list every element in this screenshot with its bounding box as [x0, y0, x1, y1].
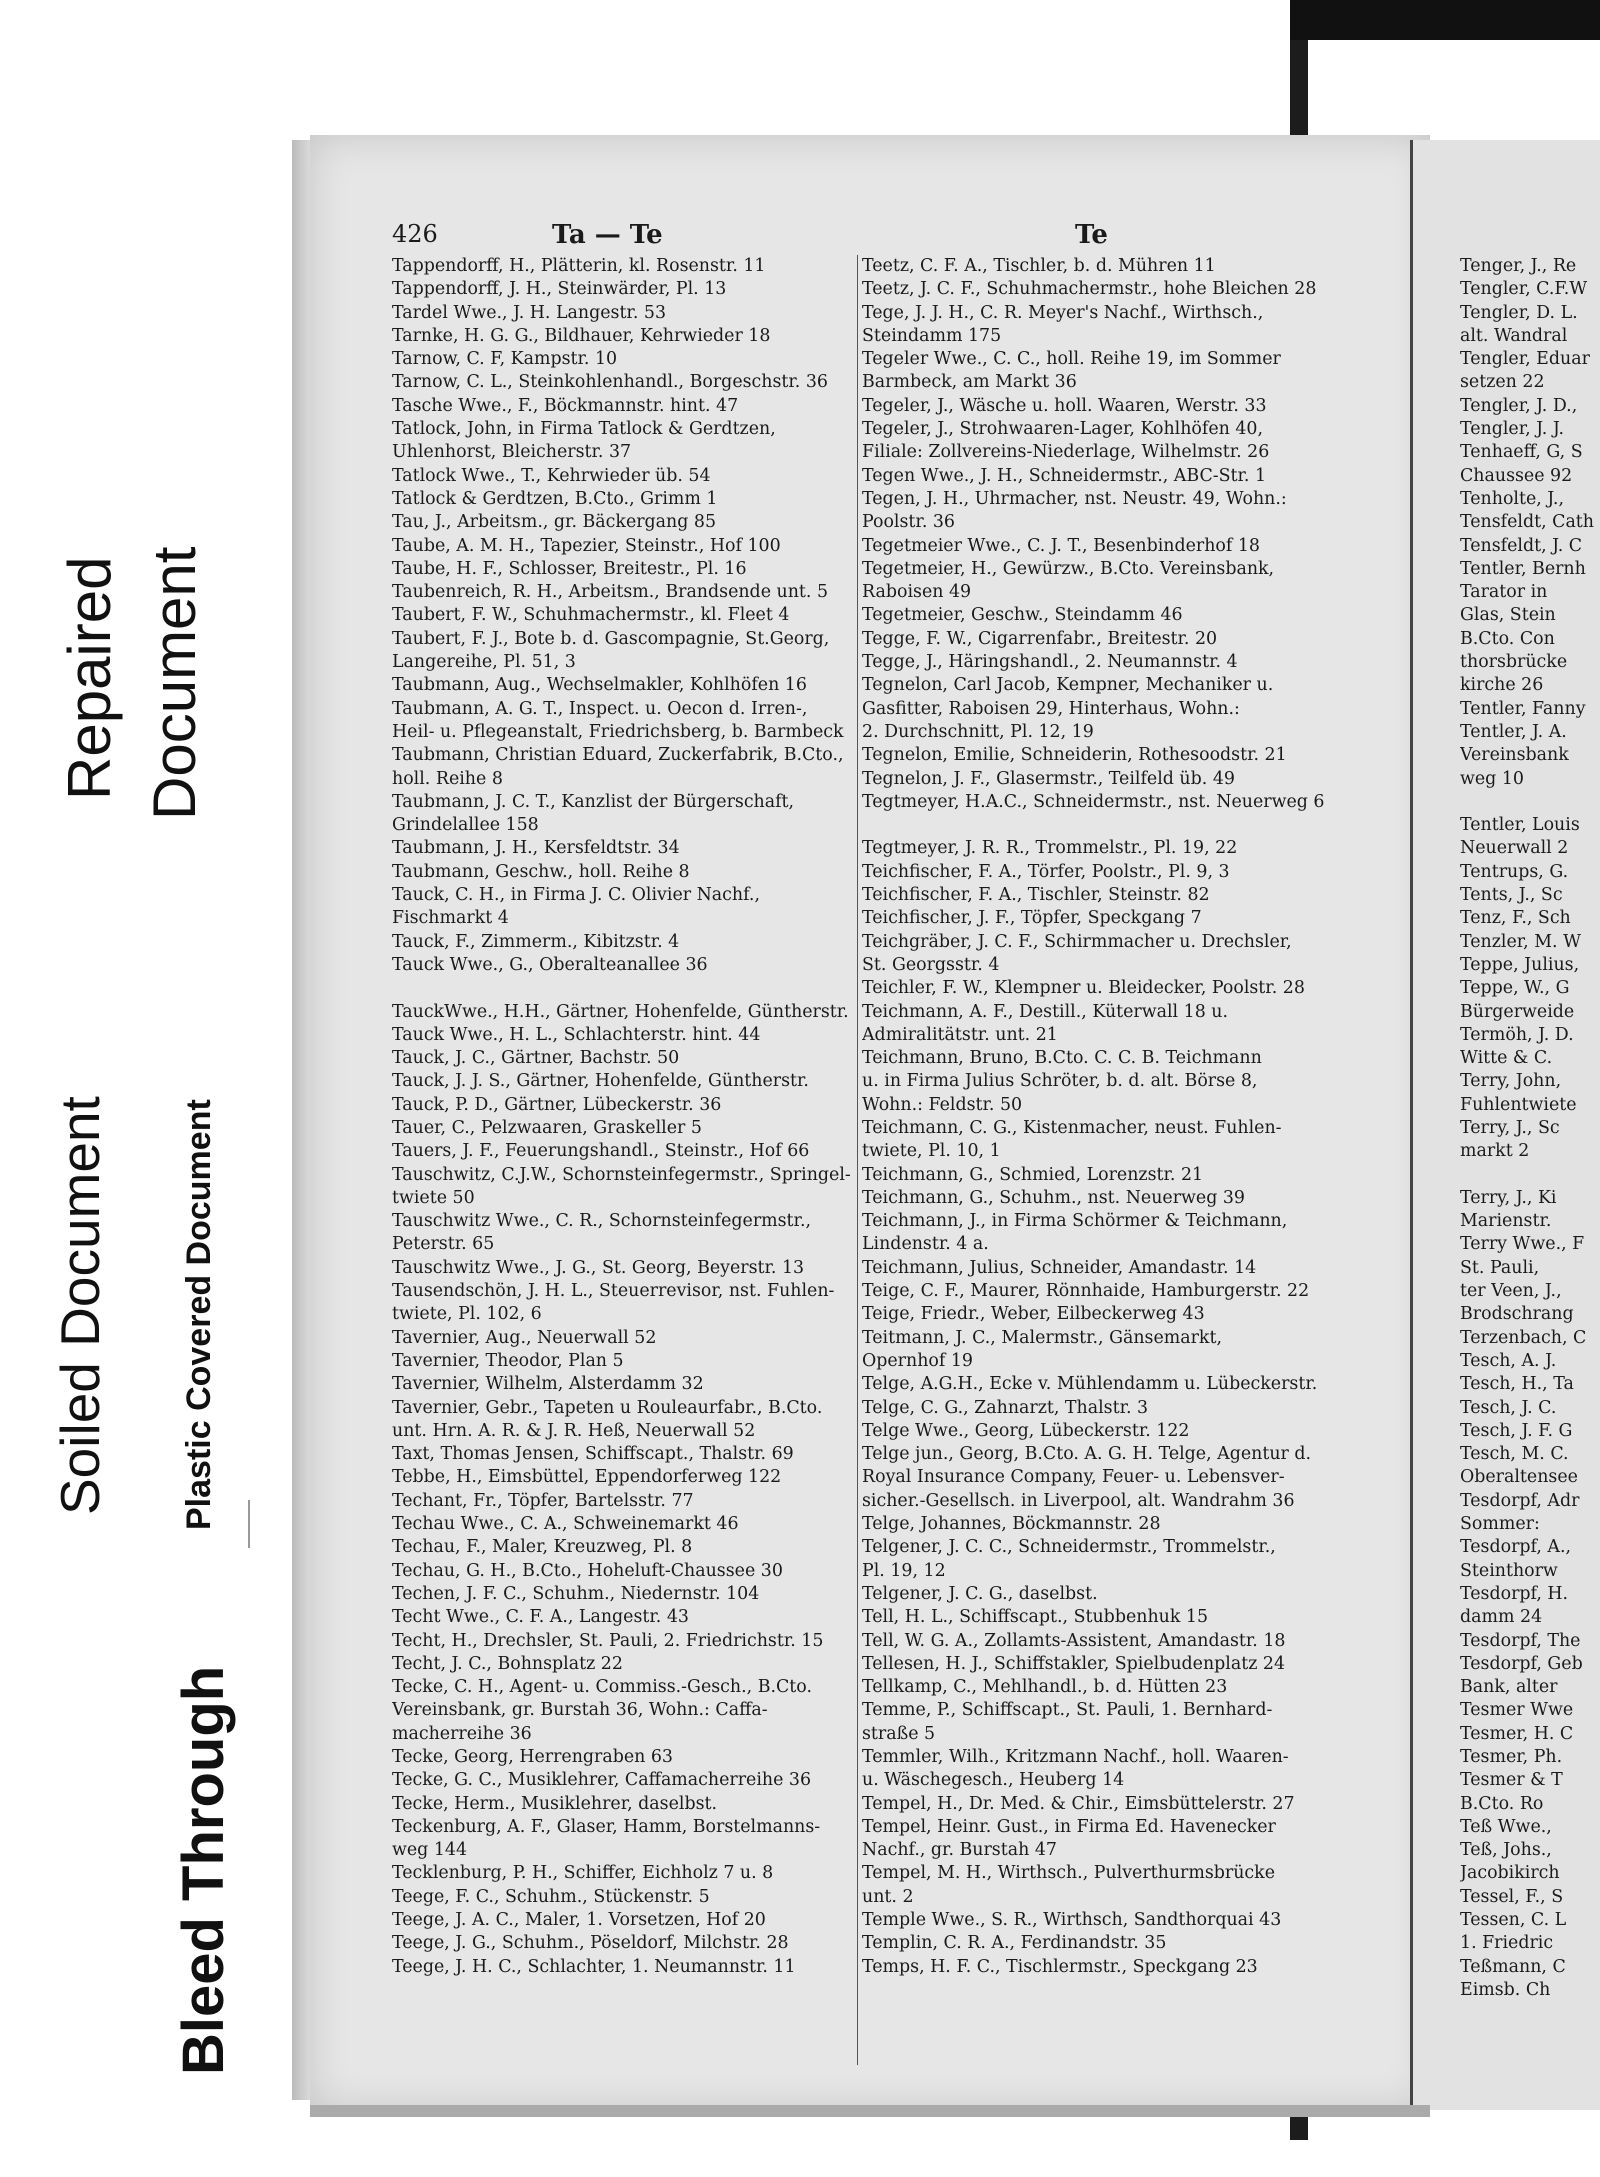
- directory-entry-line: Taubert, F. J., Bote b. d. Gascompagnie, St.Georg,: [392, 628, 830, 649]
- directory-entry-line: Telge jun., Georg, B.Cto. A. G. H. Telge, Agentur d.: [862, 1444, 1312, 1465]
- directory-entry-line: straße 5: [862, 1723, 936, 1744]
- directory-entry-line: Teichler, F. W., Klempner u. Bleidecker, Poolstr. 28: [862, 978, 1305, 999]
- directory-entry-line: Royal Insurance Company, Feuer- u. Lebensver-: [862, 1467, 1285, 1488]
- directory-entry-line: Tegeler, J., Strohwaaren-Lager, Kohlhöfen 40,: [862, 419, 1264, 440]
- directory-entry-line: Neuerwall 2: [1460, 838, 1569, 859]
- directory-entry-line: Teitmann, J. C., Malermstr., Gänsemarkt,: [862, 1327, 1222, 1348]
- directory-entry-line: Bank, alter: [1460, 1677, 1558, 1698]
- directory-entry-line: Techen, J. F. C., Schuhm., Niedernstr. 104: [392, 1583, 760, 1604]
- directory-entry-line: Tegge, F. W., Cigarrenfabr., Breitestr. 20: [862, 628, 1218, 649]
- directory-entry-line: 2. Durchschnitt, Pl. 12, 19: [862, 721, 1094, 742]
- directory-entry-line: Tesch, H., Ta: [1460, 1374, 1574, 1395]
- directory-entry-line: TauckWwe., H.H., Gärtner, Hohenfelde, Güntherstr.: [392, 1001, 849, 1022]
- directory-entry-line: Tesmer, Ph.: [1460, 1747, 1563, 1767]
- directory-entry-line: Taube, H. F., Schlosser, Breitestr., Pl. 16: [392, 558, 747, 579]
- directory-entry-line: Tecklenburg, P. H., Schiffer, Eichholz 7 u. 8: [392, 1863, 774, 1884]
- directory-entry-line: Filiale: Zollvereins-Niederlage, Wilhelmstr. 26: [862, 442, 1270, 463]
- directory-entry-line: Barmbeck, am Markt 36: [862, 372, 1077, 393]
- directory-entry-line: markt 2: [1460, 1141, 1530, 1162]
- directory-entry-line: Tegen, J. H., Uhrmacher, nst. Neustr. 49, Wohn.:: [862, 488, 1287, 509]
- directory-entry-line: Tau, J., Arbeitsm., gr. Bäckergang 85: [392, 512, 717, 533]
- directory-entry-line: Tauer, C., Pelzwaaren, Graskeller 5: [392, 1117, 702, 1138]
- directory-entry-line: Tentrups, G.: [1460, 861, 1569, 882]
- directory-entry-line: Tappendorff, H., Plätterin, kl. Rosenstr. 11: [392, 256, 766, 276]
- directory-entry-line: twiete, Pl. 102, 6: [392, 1304, 542, 1325]
- directory-entry-line: Poolstr. 36: [862, 512, 955, 533]
- directory-entry-line: Telgener, J. C. C., Schneidermstr., Trommelstr.,: [862, 1537, 1276, 1558]
- directory-entry-line: Terry, J., Sc: [1460, 1117, 1560, 1138]
- directory-entry-line: Tappendorff, J. H., Steinwärder, Pl. 13: [392, 279, 727, 300]
- directory-entry-line: Tentler, J. A.: [1460, 721, 1567, 742]
- directory-entry-line: Teege, J. G., Schuhm., Pöseldorf, Milchstr. 28: [392, 1933, 789, 1954]
- directory-entry-line: Jacobikirch: [1460, 1863, 1560, 1884]
- directory-entry-line: Tauck, J. C., Gärtner, Bachstr. 50: [392, 1048, 680, 1069]
- directory-entry-line: Teppe, Julius,: [1460, 954, 1580, 975]
- directory-entry-line: Techt Wwe., C. F. A., Langestr. 43: [392, 1607, 689, 1628]
- directory-entry-line: Tengler, J. J.: [1460, 419, 1565, 440]
- directory-entry-line: holl. Reihe 8: [392, 768, 503, 789]
- directory-entry-line: Teß, Johs.,: [1460, 1840, 1552, 1861]
- directory-entry-line: Vereinsbank: [1460, 745, 1569, 766]
- directory-entry-line: Techau, G. H., B.Cto., Hoheluft-Chaussee 30: [392, 1560, 783, 1581]
- directory-entry-line: Uhlenhorst, Bleicherstr. 37: [392, 442, 632, 463]
- directory-entry-line: Tauck, F., Zimmerm., Kibitzstr. 4: [392, 931, 680, 952]
- label-document: Document: [141, 546, 208, 820]
- directory-entry-line: Taubmann, Aug., Wechselmakler, Kohlhöfen 16: [392, 675, 807, 696]
- directory-entry-line: Brodschrang: [1460, 1304, 1574, 1325]
- label-repaired: Repaired: [56, 556, 123, 800]
- directory-entry-line: Lindenstr. 4 a.: [862, 1234, 989, 1255]
- column-rule: [857, 255, 858, 2065]
- directory-entry-line: Tavernier, Theodor, Plan 5: [392, 1350, 624, 1371]
- directory-entry-line: Tege, J. J. H., C. R. Meyer's Nachf., Wirthsch.,: [862, 302, 1264, 323]
- directory-entry-line: Tesdorpf, A.,: [1460, 1537, 1572, 1558]
- directory-entry-line: Taubert, F. W., Schuhmachermstr., kl. Fleet 4: [392, 605, 790, 626]
- label-plastic-covered: Plastic Covered Document: [180, 1099, 218, 1530]
- directory-entry-line: Tesch, J. F. G: [1460, 1420, 1573, 1441]
- directory-entry-line: Tauschwitz, C.J.W., Schornsteinfegermstr., Springel-: [392, 1164, 851, 1185]
- directory-entry-line: Tauck, C. H., in Firma J. C. Olivier Nachf.,: [392, 885, 760, 906]
- label-bleed-through: Bleed Through: [171, 1665, 236, 2075]
- directory-entry-line: Tegetmeier, H., Gewürzw., B.Cto. Vereinsbank,: [862, 558, 1275, 579]
- directory-entry-line: Tentler, Bernh: [1460, 558, 1586, 579]
- directory-entry-line: Tecke, G. C., Musiklehrer, Caffamacherreihe 36: [392, 1770, 812, 1791]
- directory-entry-line: Tegtmeyer, J. R. R., Trommelstr., Pl. 19, 22: [862, 838, 1238, 859]
- directory-entry-line: Teichfischer, F. A., Törfer, Poolstr., Pl. 9, 3: [862, 861, 1230, 882]
- directory-entry-line: Teichgräber, J. C. F., Schirmmacher u. Drechsler,: [862, 931, 1292, 952]
- directory-entry-line: unt. Hrn. A. R. & J. R. Heß, Neuerwall 52: [392, 1420, 756, 1441]
- directory-entry-line: Teetz, C. F. A., Tischler, b. d. Mühren 11: [862, 256, 1216, 276]
- directory-entry-line: Teckenburg, A. F., Glaser, Hamm, Borstelmanns-: [392, 1816, 821, 1837]
- page-bottom-edge: [310, 2105, 1430, 2117]
- directory-entry-line: Tesmer, H. C: [1460, 1723, 1574, 1744]
- directory-entry-line: Tellkamp, C., Mehlhandl., b. d. Hütten 23: [862, 1677, 1228, 1698]
- directory-entry-line: Teichmann, G., Schmied, Lorenzstr. 21: [862, 1164, 1204, 1185]
- directory-entry-line: Tecke, C. H., Agent- u. Commiss.-Gesch., B.Cto.: [392, 1677, 812, 1698]
- directory-entry-line: Tegetmeier Wwe., C. J. T., Besenbinderhof 18: [862, 535, 1260, 556]
- directory-entry-line: Opernhof 19: [862, 1350, 973, 1371]
- directory-entry-line: Tesch, M. C.: [1460, 1444, 1569, 1465]
- directory-entry-line: twiete, Pl. 10, 1: [862, 1141, 1001, 1162]
- directory-entry-line: Temmler, Wilh., Kritzmann Nachf., holl. Waaren-: [862, 1747, 1289, 1767]
- directory-entry-line: Chaussee 92: [1460, 465, 1573, 486]
- directory-entry-line: Temple Wwe., S. R., Wirthsch, Sandthorquai 43: [862, 1910, 1282, 1931]
- directory-entry-line: Tauck, J. J. S., Gärtner, Hohenfelde, Güntherstr.: [392, 1071, 809, 1092]
- directory-entry-line: Tessen, C. L: [1460, 1910, 1567, 1931]
- directory-entry-line: Teichmann, A. F., Destill., Küterwall 18 u.: [862, 1001, 1229, 1022]
- directory-entry-line: Tavernier, Aug., Neuerwall 52: [392, 1327, 657, 1348]
- directory-entry-line: Tegetmeier, Geschw., Steindamm 46: [862, 605, 1183, 626]
- directory-entry-line: Tebbe, H., Eimsbüttel, Eppendorferweg 122: [392, 1467, 782, 1488]
- directory-entry-line: Taubmann, J. C. T., Kanzlist der Bürgerschaft,: [392, 791, 795, 812]
- middle-column: [862, 255, 1332, 1979]
- page-number: 426: [392, 220, 438, 248]
- directory-entry-line: Tegnelon, Emilie, Schneiderin, Rothesoodstr. 21: [862, 745, 1287, 766]
- directory-entry-line: Termöh, J. D.: [1460, 1024, 1574, 1045]
- directory-entry-line: Tesch, J. C.: [1460, 1397, 1557, 1418]
- directory-entry-line: Tempel, Heinr. Gust., in Firma Ed. Havenecker: [862, 1816, 1276, 1837]
- directory-entry-line: unt. 2: [862, 1886, 914, 1907]
- directory-entry-line: Pl. 19, 12: [862, 1560, 946, 1581]
- label-divider: [248, 1500, 250, 1548]
- directory-entry-line: Bürgerweide: [1460, 1001, 1575, 1022]
- directory-entry-line: Tegeler, J., Wäsche u. holl. Waaren, Werstr. 33: [862, 395, 1267, 416]
- directory-entry-line: Teege, J. A. C., Maler, 1. Vorsetzen, Hof 20: [392, 1910, 766, 1931]
- directory-entry-line: Vereinsbank, gr. Burstah 36, Wohn.: Caffa-: [392, 1700, 768, 1721]
- directory-entry-line: Teichmann, J., in Firma Schörmer & Teichmann,: [862, 1211, 1288, 1232]
- directory-entry-line: Teichfischer, F. A., Tischler, Steinstr. 82: [862, 885, 1210, 906]
- directory-entry-line: Taubenreich, R. H., Arbeitsm., Brandsende unt. 5: [392, 582, 829, 603]
- directory-entry-line: Tatlock, John, in Firma Tatlock & Gerdtzen,: [392, 419, 776, 440]
- directory-entry-line: Teichmann, Julius, Schneider, Amandastr. 14: [862, 1257, 1257, 1278]
- directory-entry-line: Tauck Wwe., H. L., Schlachterstr. hint. 44: [392, 1024, 761, 1045]
- directory-entry-line: Tavernier, Gebr., Tapeten u Rouleaurfabr., B.Cto.: [392, 1397, 823, 1418]
- directory-entry-line: Witte & C.: [1460, 1048, 1553, 1069]
- directory-entry-line: Wohn.: Feldstr. 50: [862, 1094, 1023, 1115]
- directory-entry-line: Tarnke, H. G. G., Bildhauer, Kehrwieder 18: [392, 325, 771, 346]
- directory-entry-line: damm 24: [1460, 1607, 1543, 1628]
- page-header-center: Ta — Te: [552, 220, 663, 250]
- directory-entry-line: Tegeler Wwe., C. C., holl. Reihe 19, im Sommer: [862, 349, 1281, 370]
- directory-entry-line: Tesdorpf, Geb: [1460, 1653, 1583, 1674]
- directory-entry-line: Teppe, W., G: [1460, 978, 1570, 999]
- directory-entry-line: Marienstr.: [1460, 1211, 1552, 1232]
- directory-entry-line: St. Georgsstr. 4: [862, 954, 1000, 975]
- directory-entry-line: Tardel Wwe., J. H. Langestr. 53: [392, 302, 667, 323]
- directory-entry-line: Taubmann, Geschw., holl. Reihe 8: [392, 861, 690, 882]
- directory-entry-line: weg 144: [392, 1840, 468, 1861]
- directory-entry-line: Tarator in: [1460, 582, 1548, 603]
- directory-entry-line: Tasche Wwe., F., Böckmannstr. hint. 47: [392, 395, 739, 416]
- directory-entry-line: macherreihe 36: [392, 1723, 532, 1744]
- directory-entry-line: Teichmann, C. G., Kistenmacher, neust. Fuhlen-: [862, 1117, 1282, 1138]
- directory-entry-line: Sommer:: [1460, 1514, 1540, 1535]
- directory-entry-line: Tentler, Louis: [1460, 815, 1580, 836]
- directory-entry-line: Steindamm 175: [862, 325, 1002, 346]
- directory-entry-line: Teege, J. H. C., Schlachter, 1. Neumannstr. 11: [392, 1956, 796, 1977]
- directory-entry-line: Teichmann, G., Schuhm., nst. Neuerweg 39: [862, 1187, 1245, 1208]
- directory-entry-line: Tegen Wwe., J. H., Schneidermstr., ABC-Str. 1: [862, 465, 1267, 486]
- directory-entry-line: Admiralitätstr. unt. 21: [862, 1024, 1058, 1045]
- directory-entry-line: Taubmann, Christian Eduard, Zuckerfabrik, B.Cto.,: [392, 745, 844, 766]
- directory-entry-line: Templin, C. R. A., Ferdinandstr. 35: [862, 1933, 1167, 1954]
- directory-entry-line: Glas, Stein: [1460, 605, 1556, 626]
- directory-entry-line: Tengler, J. D.,: [1460, 395, 1578, 416]
- directory-entry-line: Tesdorpf, H.: [1460, 1583, 1569, 1604]
- directory-entry-line: alt. Wandral: [1460, 325, 1568, 346]
- directory-entry-line: Terry, John,: [1460, 1071, 1562, 1092]
- directory-entry-line: Tell, H. L., Schiffscapt., Stubbenhuk 15: [862, 1607, 1209, 1628]
- directory-entry-line: Tensfeldt, J. C: [1460, 535, 1583, 556]
- directory-entry-line: Langereihe, Pl. 51, 3: [392, 652, 576, 673]
- directory-entry-line: Tesch, A. J.: [1460, 1350, 1557, 1371]
- directory-entry-line: Tempel, H., Dr. Med. & Chir., Eimsbüttelerstr. 27: [862, 1793, 1295, 1814]
- directory-entry-line: ter Veen, J.,: [1460, 1281, 1562, 1302]
- directory-entry-line: Tenz, F., Sch: [1460, 908, 1571, 929]
- label-soiled-document: Soiled Document: [49, 1096, 111, 1515]
- directory-entry-line: Telge, A.G.H., Ecke v. Mühlendamm u. Lübeckerstr.: [862, 1374, 1318, 1395]
- directory-entry-line: Teige, C. F., Maurer, Rönnhaide, Hamburgerstr. 22: [862, 1281, 1310, 1302]
- directory-entry-line: Tengler, D. L.: [1460, 302, 1578, 323]
- directory-entry-line: St. Pauli,: [1460, 1257, 1540, 1278]
- directory-entry-line: Tegtmeyer, H.A.C., Schneidermstr., nst. Neuerweg 6: [862, 791, 1325, 812]
- directory-entry-line: Teßmann, C: [1460, 1956, 1566, 1977]
- directory-entry-line: [1460, 791, 1600, 814]
- page-edge: [292, 140, 312, 2100]
- directory-entry-line: Terry Wwe., F: [1460, 1234, 1585, 1255]
- directory-entry-line: Tarnow, C. L., Steinkohlenhandl., Borgeschstr. 36: [392, 372, 828, 393]
- directory-entry-line: Teige, Friedr., Weber, Eilbeckerweg 43: [862, 1304, 1205, 1325]
- directory-entry-line: Tempel, M. H., Wirthsch., Pulverthurmsbrücke: [862, 1863, 1275, 1884]
- directory-entry-line: [862, 814, 1332, 837]
- directory-entry-line: Taubmann, A. G. T., Inspect. u. Oecon d. Irren-,: [392, 698, 808, 719]
- directory-entry-line: Tegnelon, Carl Jacob, Kempner, Mechaniker u.: [862, 675, 1274, 696]
- directory-entry-line: u. in Firma Julius Schröter, b. d. alt. Börse 8,: [862, 1071, 1258, 1092]
- directory-entry-line: Fischmarkt 4: [392, 908, 509, 929]
- directory-entry-line: Teichmann, Bruno, B.Cto. C. C. B. Teichmann: [862, 1048, 1262, 1069]
- directory-entry-line: Teß Wwe.,: [1460, 1816, 1552, 1837]
- scan-edge-top: [1290, 0, 1600, 40]
- directory-entry-line: Tengler, Eduar: [1460, 349, 1590, 370]
- directory-entry-line: Tatlock Wwe., T., Kehrwieder üb. 54: [392, 465, 711, 486]
- directory-entry-line: Telge, Johannes, Böckmannstr. 28: [862, 1514, 1161, 1535]
- directory-entry-line: Telge, C. G., Zahnarzt, Thalstr. 3: [862, 1397, 1149, 1418]
- directory-entry-line: Tecke, Georg, Herrengraben 63: [392, 1747, 673, 1767]
- directory-entry-line: Tecke, Herm., Musiklehrer, daselbst.: [392, 1793, 718, 1814]
- directory-entry-line: Terzenbach, C: [1460, 1327, 1587, 1348]
- directory-entry-line: Taube, A. M. H., Tapezier, Steinstr., Hof 100: [392, 535, 781, 556]
- directory-entry-line: Tesmer Wwe: [1460, 1700, 1574, 1721]
- directory-entry-line: Tarnow, C. F, Kampstr. 10: [392, 349, 618, 370]
- directory-entry-line: Tesdorpf, The: [1460, 1630, 1581, 1651]
- directory-entry-line: Eimsb. Ch: [1460, 1979, 1551, 2000]
- directory-entry-line: Tentler, Fanny: [1460, 698, 1586, 719]
- directory-entry-line: Terry, J., Ki: [1460, 1187, 1557, 1208]
- directory-entry-line: Tessel, F., S: [1460, 1886, 1564, 1907]
- directory-entry-line: Telge Wwe., Georg, Lübeckerstr. 122: [862, 1420, 1190, 1441]
- directory-entry-line: Techant, Fr., Töpfer, Bartelsstr. 77: [392, 1490, 694, 1511]
- directory-entry-line: Tenhaeff, G, S: [1460, 442, 1583, 463]
- page-header-right: Te: [1075, 220, 1108, 250]
- directory-entry-line: thorsbrücke: [1460, 652, 1568, 673]
- directory-entry-line: Taxt, Thomas Jensen, Schiffscapt., Thalstr. 69: [392, 1444, 794, 1465]
- directory-entry-line: Techt, J. C., Bohnsplatz 22: [392, 1653, 623, 1674]
- left-column: [392, 255, 854, 1979]
- directory-entry-line: Peterstr. 65: [392, 1234, 495, 1255]
- directory-entry-line: Temme, P., Schiffscapt., St. Pauli, 1. Bernhard-: [862, 1700, 1273, 1721]
- directory-entry-line: weg 10: [1460, 768, 1524, 789]
- directory-entry-line: Tenholte, J.,: [1460, 488, 1564, 509]
- directory-entry-line: Tents, J., Sc: [1460, 885, 1563, 906]
- directory-entry-line: setzen 22: [1460, 372, 1545, 393]
- directory-entry-line: Tauck, P. D., Gärtner, Lübeckerstr. 36: [392, 1094, 722, 1115]
- directory-entry-line: Taubmann, J. H., Kersfeldtstr. 34: [392, 838, 680, 859]
- directory-entry-line: Heil- u. Pflegeanstalt, Friedrichsberg, b. Barmbeck: [392, 721, 844, 742]
- directory-entry-line: Tengler, C.F.W: [1460, 279, 1588, 300]
- directory-entry-line: Temps, H. F. C., Tischlermstr., Speckgang 23: [862, 1956, 1258, 1977]
- directory-entry-line: Tenzler, M. W: [1460, 931, 1581, 952]
- directory-entry-line: Tauck Wwe., G., Oberalteanallee 36: [392, 954, 708, 975]
- directory-entry-line: Steinthorw: [1460, 1560, 1558, 1581]
- directory-entry-line: Gasfitter, Raboisen 29, Hinterhaus, Wohn.:: [862, 698, 1240, 719]
- directory-entry-line: Tatlock & Gerdtzen, B.Cto., Grimm 1: [392, 488, 718, 509]
- directory-entry-line: Tegge, J., Häringshandl., 2. Neumannstr. 4: [862, 652, 1238, 673]
- directory-entry-line: Tavernier, Wilhelm, Alsterdamm 32: [392, 1374, 704, 1395]
- directory-entry-line: Tesdorpf, Adr: [1460, 1490, 1580, 1511]
- directory-entry-line: Tausendschön, J. H. L., Steuerrevisor, nst. Fuhlen-: [392, 1281, 835, 1302]
- directory-entry-line: Tauschwitz Wwe., C. R., Schornsteinfegermstr.,: [392, 1211, 811, 1232]
- facing-page-column: [1460, 255, 1600, 2002]
- directory-entry-line: Tauschwitz Wwe., J. G., St. Georg, Beyerstr. 13: [392, 1257, 805, 1278]
- directory-entry-line: Tegnelon, J. F., Glasermstr., Teilfeld üb. 49: [862, 768, 1235, 789]
- directory-entry-line: [392, 977, 854, 1000]
- directory-entry-line: Raboisen 49: [862, 582, 972, 603]
- directory-entry-line: Fuhlentwiete: [1460, 1094, 1577, 1115]
- directory-entry-line: Tell, W. G. A., Zollamts-Assistent, Amandastr. 18: [862, 1630, 1286, 1651]
- directory-entry-line: 1. Friedric: [1460, 1933, 1554, 1954]
- directory-entry-line: Tellesen, H. J., Schiffstakler, Spielbudenplatz 24: [862, 1653, 1286, 1674]
- directory-entry-line: Grindelallee 158: [392, 815, 539, 836]
- directory-entry-line: Tenger, J., Re: [1460, 256, 1577, 276]
- directory-entry-line: Teichfischer, J. F., Töpfer, Speckgang 7: [862, 908, 1202, 929]
- directory-entry-line: [1460, 1164, 1600, 1187]
- annotation-sidebar: [0, 0, 265, 2177]
- directory-entry-line: u. Wäschegesch., Heuberg 14: [862, 1770, 1125, 1791]
- directory-entry-line: Techt, H., Drechsler, St. Pauli, 2. Friedrichstr. 15: [392, 1630, 824, 1651]
- directory-entry-line: kirche 26: [1460, 675, 1544, 696]
- directory-entry-line: Techau, F., Maler, Kreuzweg, Pl. 8: [392, 1537, 693, 1558]
- directory-entry-line: Tesmer & T: [1460, 1770, 1563, 1791]
- directory-entry-line: twiete 50: [392, 1187, 475, 1208]
- directory-entry-line: Teege, F. C., Schuhm., Stückenstr. 5: [392, 1886, 710, 1907]
- directory-entry-line: Nachf., gr. Burstah 47: [862, 1840, 1057, 1861]
- directory-entry-line: sicher.-Gesellsch. in Liverpool, alt. Wandrahm 36: [862, 1490, 1295, 1511]
- directory-entry-line: Tensfeldt, Cath: [1460, 512, 1594, 533]
- directory-entry-line: Telgener, J. C. G., daselbst.: [862, 1583, 1098, 1604]
- directory-entry-line: Techau Wwe., C. A., Schweinemarkt 46: [392, 1514, 739, 1535]
- directory-entry-line: B.Cto. Ro: [1460, 1793, 1544, 1814]
- directory-entry-line: B.Cto. Con: [1460, 628, 1555, 649]
- directory-entry-line: Tauers, J. F., Feuerungshandl., Steinstr., Hof 66: [392, 1141, 810, 1162]
- directory-entry-line: Teetz, J. C. F., Schuhmachermstr., hohe Bleichen 28: [862, 279, 1317, 300]
- directory-entry-line: Oberaltensee: [1460, 1467, 1578, 1488]
